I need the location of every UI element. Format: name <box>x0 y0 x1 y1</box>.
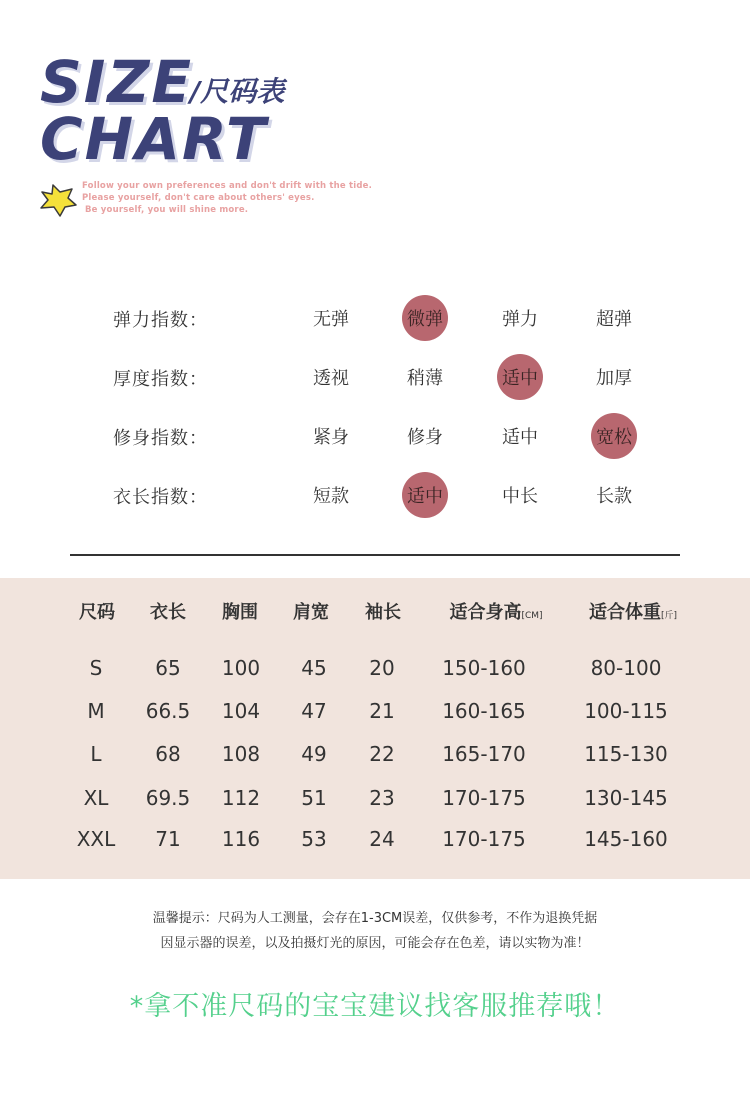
index-option-selected: 适中 <box>497 354 543 400</box>
table-header-cell: 胸围 <box>222 602 258 623</box>
table-cell: 49 <box>301 742 327 766</box>
table-cell: 47 <box>301 699 327 723</box>
note-line-1: 温馨提示：尺码为人工测量，会存在1-3CM误差，仅供参考，不作为退换凭据 <box>152 911 598 926</box>
table-cell: 115-130 <box>584 742 668 766</box>
index-option: 稍薄 <box>407 368 443 389</box>
slogan-line-3: Be yourself, you will shine more. <box>85 205 249 215</box>
index-row <box>0 470 750 520</box>
table-header-cell: 袖长 <box>365 602 401 623</box>
table-cell: S <box>89 656 103 680</box>
index-option-selected: 适中 <box>402 472 448 518</box>
index-option-selected: 微弹 <box>402 295 448 341</box>
star-icon <box>38 183 78 217</box>
table-cell: 66.5 <box>145 699 191 723</box>
table-cell: 68 <box>155 742 181 766</box>
index-option: 紧身 <box>313 427 349 448</box>
index-label: 衣长指数： <box>113 487 208 508</box>
table-cell: 53 <box>301 827 327 851</box>
index-option: 长款 <box>596 486 632 507</box>
table-cell: 24 <box>369 827 395 851</box>
note-line-2: 因显示器的误差，以及拍摄灯光的原因，可能会存在色差，请以实物为准！ <box>160 936 590 951</box>
table-cell: 104 <box>221 699 261 723</box>
table-cell: 100 <box>221 656 261 680</box>
slogan-line-2: Please yourself, don't care about others' eyes. <box>82 193 315 203</box>
index-option: 无弹 <box>313 309 349 330</box>
title-size: SIZE <box>40 48 194 116</box>
table-header-cell: 适合身高[CM] <box>449 602 543 623</box>
table-cell: 45 <box>301 656 327 680</box>
index-option: 透视 <box>313 368 349 389</box>
table-cell: 69.5 <box>145 786 191 810</box>
slogan-line-1: Follow your own preferences and don't drift with the tide. <box>82 181 373 191</box>
index-label: 修身指数： <box>113 428 208 449</box>
table-cell: 165-170 <box>442 742 526 766</box>
table-cell: XL <box>83 786 109 810</box>
table-cell: 112 <box>221 786 261 810</box>
table-header-cell: 适合体重[斤] <box>588 602 678 623</box>
index-row <box>0 411 750 461</box>
table-cell: 65 <box>155 656 181 680</box>
title-chart: CHART <box>40 105 268 173</box>
table-header-cell: 肩宽 <box>293 602 329 623</box>
table-cell: M <box>87 699 105 723</box>
table-cell: L <box>90 742 102 766</box>
table-cell: 160-165 <box>442 699 526 723</box>
customer-service-tip: *拿不准尺码的宝宝建议找客服推荐哦！ <box>129 991 621 1022</box>
table-cell: XXL <box>76 827 116 851</box>
table-cell: 130-145 <box>584 786 668 810</box>
table-cell: 145-160 <box>584 827 668 851</box>
table-cell: 108 <box>221 742 261 766</box>
index-label: 弹力指数： <box>113 310 208 331</box>
page-subtitle: /尺码表 <box>190 75 285 108</box>
table-cell: 71 <box>155 827 181 851</box>
table-cell: 170-175 <box>442 827 526 851</box>
table-cell: 20 <box>369 656 395 680</box>
unit-label: [CM] <box>521 611 543 621</box>
table-cell: 170-175 <box>442 786 526 810</box>
index-option: 适中 <box>502 427 538 448</box>
index-row <box>0 293 750 343</box>
table-header-cell: 衣长 <box>150 602 186 623</box>
index-option-selected: 宽松 <box>591 413 637 459</box>
table-cell: 21 <box>369 699 395 723</box>
table-cell: 23 <box>369 786 395 810</box>
index-option: 加厚 <box>596 368 632 389</box>
index-row <box>0 352 750 402</box>
index-label: 厚度指数： <box>113 369 208 390</box>
index-option: 弹力 <box>502 309 538 330</box>
index-option: 超弹 <box>596 309 632 330</box>
index-option: 修身 <box>407 427 443 448</box>
index-option: 短款 <box>313 486 349 507</box>
table-cell: 80-100 <box>590 656 662 680</box>
table-cell: 116 <box>221 827 261 851</box>
table-cell: 51 <box>301 786 327 810</box>
table-header-cell: 尺码 <box>79 602 115 623</box>
index-option: 中长 <box>502 486 538 507</box>
table-cell: 150-160 <box>442 656 526 680</box>
size-table <box>0 578 750 879</box>
unit-label: [斤] <box>660 611 678 621</box>
table-cell: 100-115 <box>584 699 668 723</box>
table-cell: 22 <box>369 742 395 766</box>
divider <box>70 554 680 556</box>
